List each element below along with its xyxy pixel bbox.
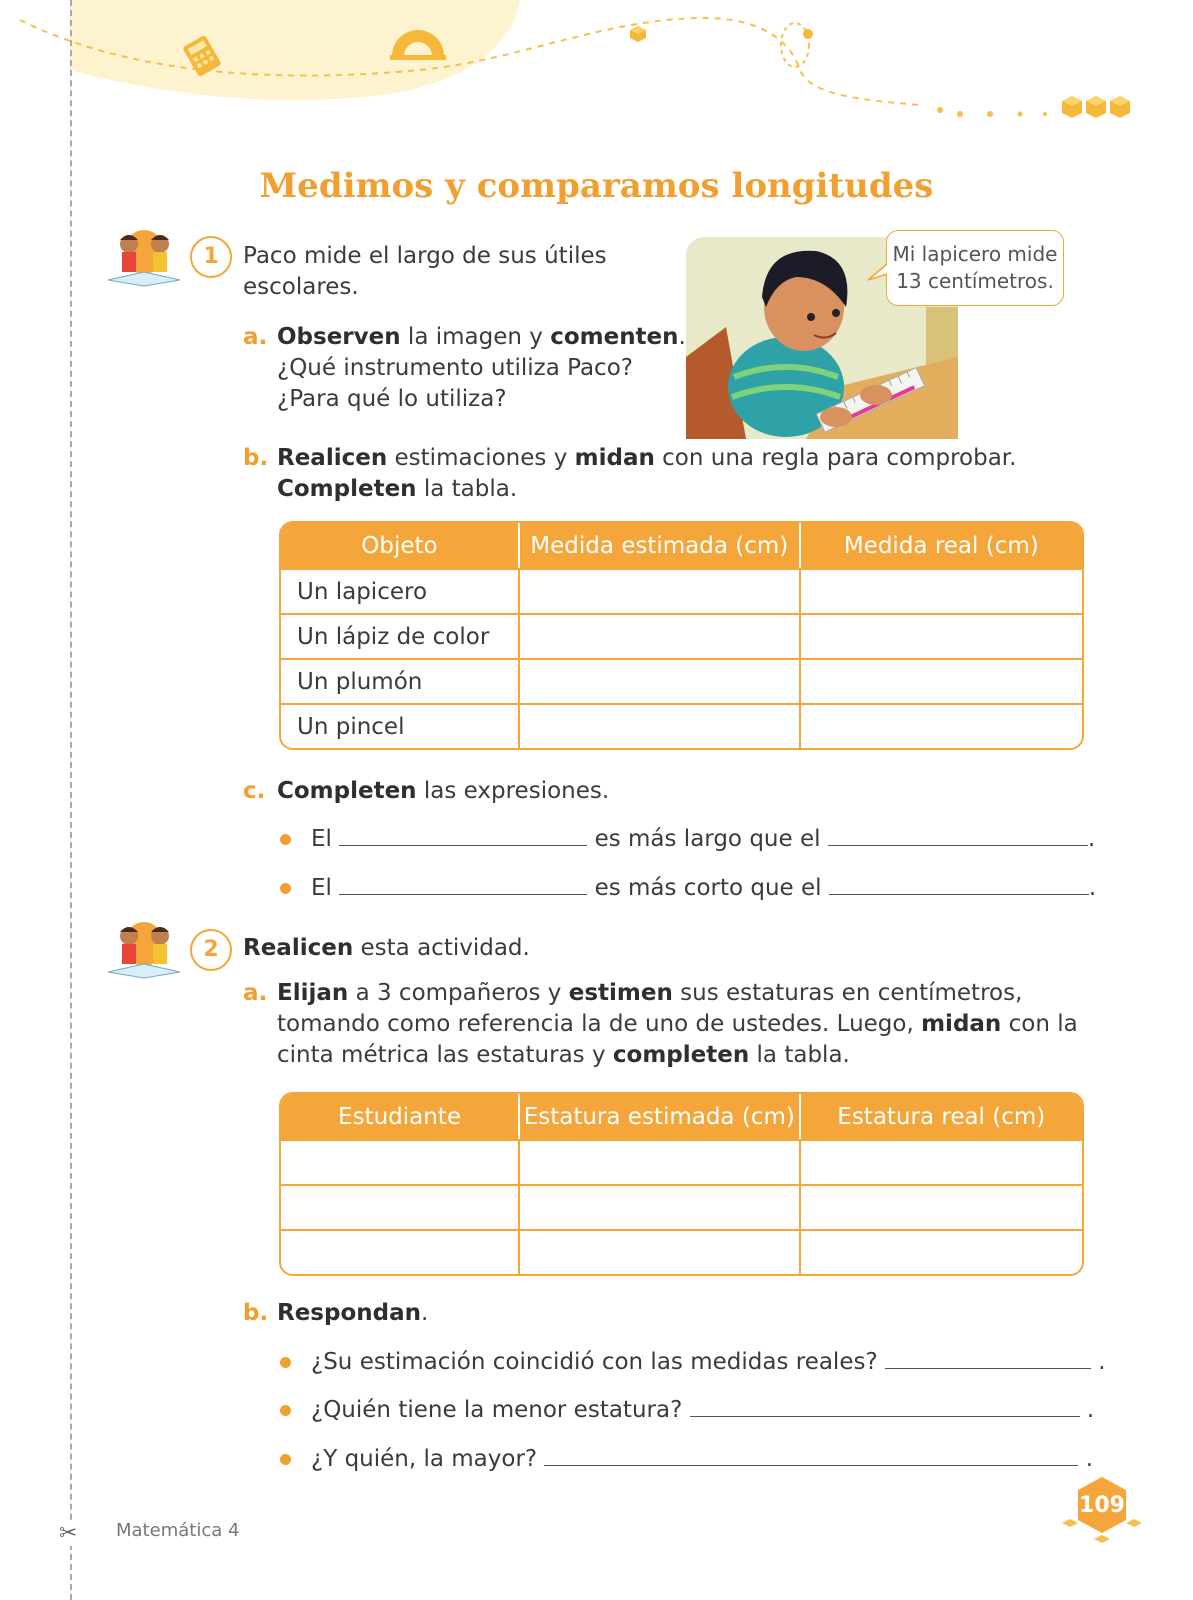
- table-header: Estudiante: [281, 1094, 518, 1139]
- real-cell[interactable]: [799, 1229, 1082, 1274]
- kids-reading-icon: [104, 914, 184, 980]
- real-cell[interactable]: [799, 658, 1082, 703]
- object-cell: Un plumón: [281, 658, 518, 703]
- activity-2a-letter: a.: [243, 980, 268, 1006]
- activity-1c-text: Completen las expresiones.: [277, 778, 610, 804]
- estimated-cell[interactable]: [518, 1229, 799, 1274]
- item-letter: a.: [243, 324, 268, 350]
- real-cell[interactable]: [799, 1139, 1082, 1184]
- question-2: ¿Quién tiene la menor estatura? .: [311, 1394, 1094, 1426]
- activity-2b-letter: b.: [243, 1300, 269, 1326]
- estimated-cell[interactable]: [518, 1139, 799, 1184]
- header-decoration: [0, 0, 1193, 130]
- calculator-icon: [180, 34, 224, 78]
- real-cell[interactable]: [799, 613, 1082, 658]
- answer-blank[interactable]: [885, 1346, 1091, 1369]
- bullet-icon: [280, 1357, 291, 1368]
- student-cell[interactable]: [281, 1229, 518, 1274]
- activity-2a-line2: tomando como referencia la de uno de ustedes. Luego, midan con la: [277, 1011, 1078, 1037]
- activity-1b-text1: Realicen estimaciones y midan con una regla para comprobar.: [277, 445, 1017, 471]
- activity-1c-letter: c.: [243, 778, 266, 804]
- table-row: [281, 1229, 1082, 1274]
- object-cell: Un lápiz de color: [281, 613, 518, 658]
- activity-2b-text: Respondan.: [277, 1300, 429, 1326]
- table-row: [281, 1139, 1082, 1184]
- scissors-icon: ✂: [59, 1521, 78, 1546]
- protractor-icon: [388, 22, 448, 64]
- activity-1-number: 1: [190, 236, 232, 278]
- table-header: Estatura real (cm): [799, 1094, 1082, 1139]
- kids-reading-icon: [104, 222, 184, 288]
- table-header: Medida real (cm): [799, 523, 1082, 568]
- student-cell[interactable]: [281, 1139, 518, 1184]
- activity-2a-line3: cinta métrica las estaturas y completen la tabla.: [277, 1042, 850, 1068]
- table-header: Objeto: [281, 523, 518, 568]
- real-cell[interactable]: [799, 568, 1082, 613]
- cut-line: [70, 0, 72, 1600]
- page-number-badge: [1074, 1475, 1130, 1535]
- activity-2-number: 2: [190, 929, 232, 971]
- bullet-icon: [280, 834, 291, 845]
- cubes-stack-icon: [1060, 94, 1132, 120]
- activity-1-intro-line1: Paco mide el largo de sus útiles: [243, 243, 607, 269]
- table-row: [281, 658, 1082, 703]
- bullet-icon: [280, 1454, 291, 1465]
- estimated-cell[interactable]: [518, 658, 799, 703]
- estimated-cell[interactable]: [518, 1184, 799, 1229]
- answer-blank[interactable]: [829, 872, 1089, 895]
- activity-1a-question1: ¿Qué instrumento utiliza Paco?: [277, 355, 633, 381]
- student-cell[interactable]: [281, 1184, 518, 1229]
- measurement-table: [279, 521, 1084, 750]
- activity-1a-text1: Observen la imagen y comenten.: [277, 324, 686, 350]
- answer-blank[interactable]: [828, 823, 1088, 846]
- table-row: [281, 568, 1082, 613]
- height-table: [279, 1092, 1084, 1276]
- table-header: Medida estimada (cm): [518, 523, 799, 568]
- answer-blank[interactable]: [339, 823, 587, 846]
- table-row: [281, 613, 1082, 658]
- estimated-cell[interactable]: [518, 703, 799, 748]
- book-title: Matemática 4: [116, 1520, 240, 1541]
- answer-blank[interactable]: [339, 872, 587, 895]
- estimated-cell[interactable]: [518, 568, 799, 613]
- bullet-icon: [280, 883, 291, 894]
- estimated-cell[interactable]: [518, 613, 799, 658]
- expression-2: El es más corto que el .: [311, 872, 1096, 904]
- speech-line2: 13 centímetros.: [896, 269, 1054, 293]
- table-header: Estatura estimada (cm): [518, 1094, 799, 1139]
- table-row: [281, 703, 1082, 748]
- object-cell: Un pincel: [281, 703, 518, 748]
- bullet-icon: [280, 1405, 291, 1416]
- cube-icon: [628, 24, 648, 44]
- speech-bubble-tail: [866, 262, 890, 286]
- answer-blank[interactable]: [544, 1443, 1078, 1466]
- activity-1b-text2: Completen la tabla.: [277, 476, 518, 502]
- activity-2-intro: Realicen esta actividad.: [243, 935, 530, 961]
- question-3: ¿Y quién, la mayor? .: [311, 1443, 1093, 1475]
- activity-2a-line1: Elijan a 3 compañeros y estimen sus estaturas en centímetros,: [277, 980, 1023, 1006]
- object-cell: Un lapicero: [281, 568, 518, 613]
- question-1: ¿Su estimación coincidió con las medidas reales? .: [311, 1346, 1106, 1378]
- activity-1a-line1: [243, 321, 267, 353]
- real-cell[interactable]: [799, 703, 1082, 748]
- page-number: 109: [1079, 1493, 1125, 1518]
- speech-line1: Mi lapicero mide: [892, 242, 1058, 266]
- speech-bubble: [886, 230, 1064, 306]
- activity-1a-question2: ¿Para qué lo utiliza?: [277, 386, 507, 412]
- activity-1-intro-line2: escolares.: [243, 274, 359, 300]
- expression-1: El es más largo que el .: [311, 823, 1095, 855]
- real-cell[interactable]: [799, 1184, 1082, 1229]
- activity-1b-letter: b.: [243, 445, 269, 471]
- page-title: Medimos y comparamos longitudes: [259, 166, 934, 206]
- answer-blank[interactable]: [690, 1394, 1080, 1417]
- table-row: [281, 1184, 1082, 1229]
